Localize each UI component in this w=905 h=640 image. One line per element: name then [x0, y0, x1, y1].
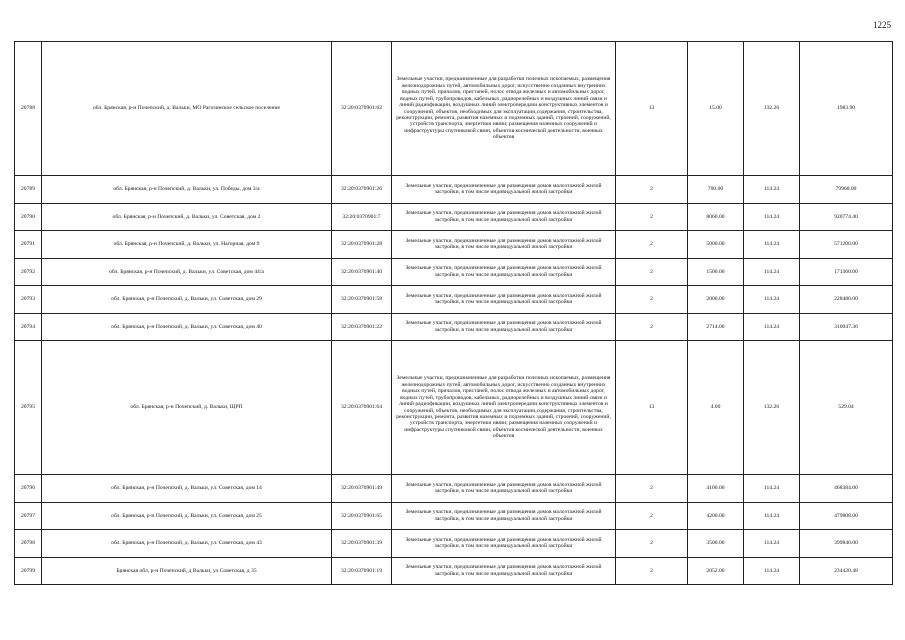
- category-cell: 2: [616, 530, 688, 558]
- area-cell: 2052.00: [688, 557, 744, 585]
- cadastral-number-cell: 32:20:0370901:58: [332, 286, 392, 314]
- cadastral-value-cell: 468384.00: [800, 475, 893, 503]
- area-cell: 3500.00: [688, 530, 744, 558]
- category-cell: 2: [616, 176, 688, 204]
- permitted-use-cell: Земельные участки, предназначенные для размещения домов малоэтажной жилой застройки, в том числе индивидуальной жилой застройки: [392, 176, 616, 204]
- row-number: 20793: [15, 286, 42, 314]
- category-cell: 2: [616, 557, 688, 585]
- permitted-use-cell: Земельные участки, предназначенные для разработки полезных ископаемых, размещения железнодорожных путей, автомобильных дорог, искусственно созданных внутренних водных путей, причалов, пристаней, полос отвода железных и автомобильных дорог, водных путей, трубопроводов, кабельных, радиорелейных и воздушных линий связи и линий радиофикации, воздушных линий электропередачи конструктивных элементов и сооружений, объектов, необходимых для эксплуатации,содержания, строительства, реконструкции, ремонта, развития наземных и подземных зданий, строений, сооружений, устройств транспорта, энергетики ивязи; размещения наземных сооружений и инфраструктуры спутниковой связи, объектов космической деятельности, военных объектов: [392, 341, 616, 475]
- area-cell: 4200.00: [688, 502, 744, 530]
- rate-cell: 114.24: [744, 258, 800, 286]
- address-cell: обл. Брянская, р-н Почепский, д. Вальки, ул. Советская, дом 2: [42, 203, 332, 231]
- table-row: [15, 176, 893, 204]
- cadastral-number-cell: 32:20:0370901:28: [332, 231, 392, 259]
- table-row: [15, 530, 893, 558]
- rate-cell: 132.26: [744, 341, 800, 475]
- address-cell: обл. Брянская, р-н Почепский, д. Вальки, ул. Советская, дом 14: [42, 475, 332, 503]
- area-cell: 4100.00: [688, 475, 744, 503]
- category-cell: 2: [616, 502, 688, 530]
- table-row: [15, 231, 893, 259]
- permitted-use-cell: Земельные участки, предназначенные для размещения домов малоэтажной жилой застройки, в том числе индивидуальной жилой застройки: [392, 258, 616, 286]
- rate-cell: 114.24: [744, 530, 800, 558]
- permitted-use-cell: Земельные участки, предназначенные для размещения домов малоэтажной жилой застройки, в том числе индивидуальной жилой застройки: [392, 557, 616, 585]
- cadastral-number-cell: 32:20:0370901:19: [332, 557, 392, 585]
- address-cell: Брянская обл, р-н Почепский, д Вальки, ул Советская, д 35: [42, 557, 332, 585]
- row-number: 20795: [15, 341, 42, 475]
- address-cell: обл. Брянская, р-н Почепский, д. Вальки, МО Рагозинское сельское поселение: [42, 42, 332, 176]
- cadastral-number-cell: 32:20:0370901:49: [332, 475, 392, 503]
- table-row: [15, 502, 893, 530]
- area-cell: 5000.00: [688, 231, 744, 259]
- area-cell: 2000.00: [688, 286, 744, 314]
- cadastral-value-cell: 571200.00: [800, 231, 893, 259]
- category-cell: 2: [616, 286, 688, 314]
- rate-cell: 114.24: [744, 176, 800, 204]
- address-cell: обл. Брянская, р-н Почепский, д. Вальки, ул. Победы, дом 3/а: [42, 176, 332, 204]
- area-cell: 700.00: [688, 176, 744, 204]
- row-number: 20799: [15, 557, 42, 585]
- category-cell: 13: [616, 341, 688, 475]
- address-cell: обл. Брянская, р-н Почепский, д. Вальки, ул. Советская, дом 29: [42, 286, 332, 314]
- table-row: [15, 203, 893, 231]
- cadastral-value-cell: 479808.00: [800, 502, 893, 530]
- address-cell: обл. Брянская, р-н Почепский, д. Вальки, ЩРП: [42, 341, 332, 475]
- row-number: 20791: [15, 231, 42, 259]
- cadastral-value-table: [14, 41, 893, 585]
- area-cell: 15.00: [688, 42, 744, 176]
- table-row: [15, 475, 893, 503]
- table-row: [15, 42, 893, 176]
- cadastral-value-cell: 234420.48: [800, 557, 893, 585]
- table-row: [15, 341, 893, 475]
- cadastral-number-cell: 32:20:0370901:7: [332, 203, 392, 231]
- table-row: [15, 286, 893, 314]
- permitted-use-cell: Земельные участки, предназначенные для размещения домов малоэтажной жилой застройки, в том числе индивидуальной жилой застройки: [392, 502, 616, 530]
- cadastral-number-cell: 32:20:0370901:64: [332, 341, 392, 475]
- cadastral-value-cell: 228480.00: [800, 286, 893, 314]
- page-number: 1225: [873, 20, 891, 30]
- rate-cell: 114.24: [744, 313, 800, 341]
- permitted-use-cell: Земельные участки, предназначенные для размещения домов малоэтажной жилой застройки, в том числе индивидуальной жилой застройки: [392, 313, 616, 341]
- cadastral-value-cell: 529.04: [800, 341, 893, 475]
- rate-cell: 114.24: [744, 502, 800, 530]
- cadastral-value-cell: 1983.90: [800, 42, 893, 176]
- rate-cell: 132.26: [744, 42, 800, 176]
- cadastral-value-cell: 79968.00: [800, 176, 893, 204]
- area-cell: 1500.00: [688, 258, 744, 286]
- table-body: [15, 42, 893, 585]
- permitted-use-cell: Земельные участки, предназначенные для размещения домов малоэтажной жилой застройки, в том числе индивидуальной жилой застройки: [392, 530, 616, 558]
- permitted-use-cell: Земельные участки, предназначенные для размещения домов малоэтажной жилой застройки, в том числе индивидуальной жилой застройки: [392, 231, 616, 259]
- cadastral-number-cell: 32:20:0370901:65: [332, 502, 392, 530]
- permitted-use-cell: Земельные участки, предназначенные для размещения домов малоэтажной жилой застройки, в том числе индивидуальной жилой застройки: [392, 286, 616, 314]
- category-cell: 13: [616, 42, 688, 176]
- cadastral-value-cell: 171360.00: [800, 258, 893, 286]
- table-row: [15, 258, 893, 286]
- category-cell: 2: [616, 203, 688, 231]
- address-cell: обл. Брянская, р-н Почепский, д. Вальки, ул. Советская, дом 40: [42, 313, 332, 341]
- rate-cell: 114.24: [744, 203, 800, 231]
- table-row: [15, 557, 893, 585]
- cadastral-number-cell: 32:20:0370901:26: [332, 176, 392, 204]
- row-number: 20790: [15, 203, 42, 231]
- cadastral-number-cell: 32:20:0370901:40: [332, 258, 392, 286]
- area-cell: 4.00: [688, 341, 744, 475]
- row-number: 20794: [15, 313, 42, 341]
- cadastral-value-cell: 310047.36: [800, 313, 893, 341]
- address-cell: обл. Брянская, р-н Почепский, д. Вальки, ул. Советская, дом 44/а: [42, 258, 332, 286]
- row-number: 20788: [15, 42, 42, 176]
- cadastral-value-cell: 920774.40: [800, 203, 893, 231]
- table-row: [15, 313, 893, 341]
- area-cell: 8060.00: [688, 203, 744, 231]
- address-cell: обл. Брянская, р-н Почепский, д. Вальки, ул. Советская, дом 25: [42, 502, 332, 530]
- category-cell: 2: [616, 258, 688, 286]
- area-cell: 2714.00: [688, 313, 744, 341]
- address-cell: обл. Брянская, р-н Почепский, д. Вальки, ул. Советская, дом 43: [42, 530, 332, 558]
- category-cell: 2: [616, 231, 688, 259]
- cadastral-number-cell: 32:20:0370901:39: [332, 530, 392, 558]
- row-number: 20789: [15, 176, 42, 204]
- rate-cell: 114.24: [744, 231, 800, 259]
- cadastral-number-cell: 32:20:0370901:62: [332, 42, 392, 176]
- row-number: 20792: [15, 258, 42, 286]
- cadastral-value-cell: 399840.00: [800, 530, 893, 558]
- address-cell: обл. Брянская, р-н Почепский, д. Вальки, ул. Нагорная, дом 9: [42, 231, 332, 259]
- permitted-use-cell: Земельные участки, предназначенные для разработки полезных ископаемых, размещения железнодорожных путей, автомобильных дорог, искусственно созданных внутренних водных путей, причалов, пристаней, полос отвода железных и автомобильных дорог, водных путей, трубопроводов, кабельных, радиорелейных и воздушных линий связи и линий радиофикации, воздушных линий электропередачи конструктивных элементов и сооружений, объектов, необходимых для эксплуатации,содержания, строительства, реконструкции, ремонта, развития наземных и подземных зданий, строений, сооружений, устройств транспорта, энергетики ивязи; размещения наземных сооружений и инфраструктуры спутниковой связи, объектов космической деятельности, военных объектов: [392, 42, 616, 176]
- row-number: 20798: [15, 530, 42, 558]
- rate-cell: 114.24: [744, 475, 800, 503]
- rate-cell: 114.24: [744, 286, 800, 314]
- category-cell: 2: [616, 475, 688, 503]
- category-cell: 2: [616, 313, 688, 341]
- row-number: 20797: [15, 502, 42, 530]
- row-number: 20796: [15, 475, 42, 503]
- rate-cell: 114.24: [744, 557, 800, 585]
- permitted-use-cell: Земельные участки, предназначенные для размещения домов малоэтажной жилой застройки, в том числе индивидуальной жилой застройки: [392, 203, 616, 231]
- permitted-use-cell: Земельные участки, предназначенные для размещения домов малоэтажной жилой застройки, в том числе индивидуальной жилой застройки: [392, 475, 616, 503]
- cadastral-number-cell: 32:20:0370901:22: [332, 313, 392, 341]
